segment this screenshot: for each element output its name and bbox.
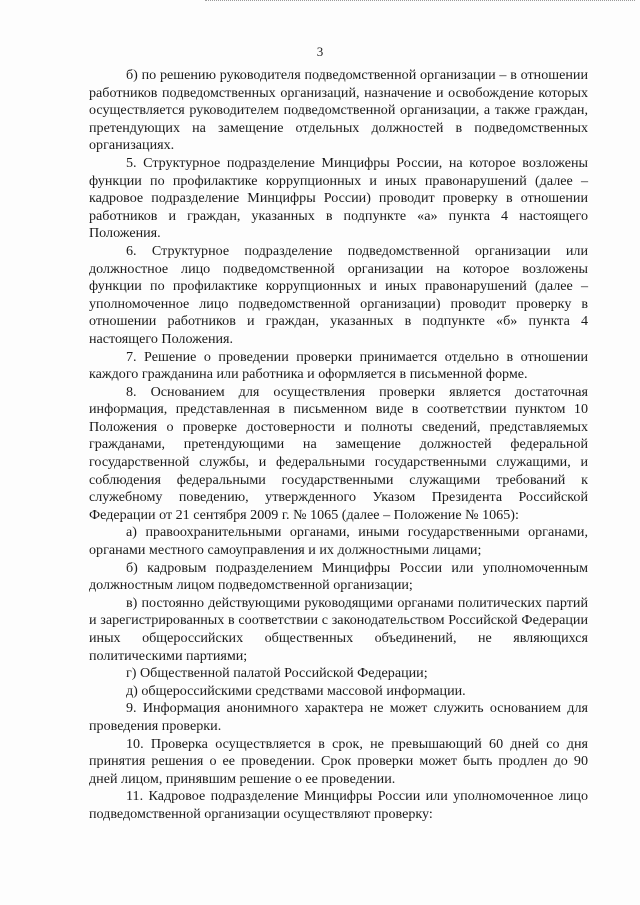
paragraph-10: 10. Проверка осуществляется в срок, не превышающий 60 дней со дня принятия решения о ее проведении. Срок проверки может быть продлен до 90 дней лицом, принявшим решение о ее проведении. xyxy=(89,735,588,787)
paragraph-8-item-d: д) общероссийскими средствами массовой информации. xyxy=(126,682,466,699)
paragraph-7: 7. Решение о проведении проверки принимается отдельно в отношении каждого гражданина или работника и оформляется в письменной форме. xyxy=(89,348,588,383)
paragraph-6: 6. Структурное подразделение подведомственной организации или должностное лицо подведомственной организации на которое возложены функции по профилактике коррупционных и иных правонарушений (далее – уполномоченное лицо подведомственной организации) проводит проверку в отношении работников и граждан, указанных в подпункте «б» пункта 4 настоящего Положения. xyxy=(89,242,588,347)
paragraph-b-subparagraph: б) по решению руководителя подведомственной организации – в отношении работников подведомственных организаций, назначение и освобождение которых осуществляется руководителем подведомственной организации, а также граждан, претендующих на замещение отдельных должностей в подведомственных организациях. xyxy=(89,67,588,154)
paragraph-8: 8. Основанием для осуществления проверки является достаточная информация, представленная в письменном виде в соответствии пунктом 10 Положения о проверке достоверности и полноты сведений, представляемых гражданами, претендующими на замещение должностей федеральной государственной службы, и федеральными государственными служащими, и соблюдения федеральными государственными служащими требований к служебному поведению, утвержденного Указом Президента Российской Федерации от 21 сентября 2009 г. № 1065 (далее – Положение № 1065): xyxy=(89,383,588,523)
paragraph-8-item-v: в) постоянно действующими руководящими органами политических партий и зарегистрированных в соответствии с законодательством Российской Федерации иных общероссийских общественных объединений, не являющихся политическими партиями; xyxy=(89,594,588,664)
page-number: 3 xyxy=(316,44,324,59)
paragraph-9: 9. Информация анонимного характера не может служить основанием для проведения проверки. xyxy=(89,700,588,734)
paragraph-8-item-b: б) кадровым подразделением Минцифры России или уполномоченным должностным лицом подведомственной организации; xyxy=(89,559,588,594)
paragraph-8-item-a: а) правоохранительными органами, иными государственными органами, органами местного самоуправления и их должностными лицами; xyxy=(89,524,588,559)
document-body xyxy=(89,67,588,824)
paragraph-8-item-g: г) Общественной палатой Российской Федерации; xyxy=(126,665,428,682)
paragraph-11: 11. Кадровое подразделение Минцифры России или уполномоченное лицо подведомственной организации осуществляют проверку: xyxy=(89,788,588,822)
paragraph-5: 5. Структурное подразделение Минцифры России, на которое возложены функции по профилактике коррупционных и иных правонарушений (далее – кадровое подразделение Минцифры России) проводит проверку в отношении работников и граждан, указанных в подпункте «а» пункта 4 настоящего Положения. xyxy=(89,154,588,242)
scan-edge-line xyxy=(205,0,635,3)
